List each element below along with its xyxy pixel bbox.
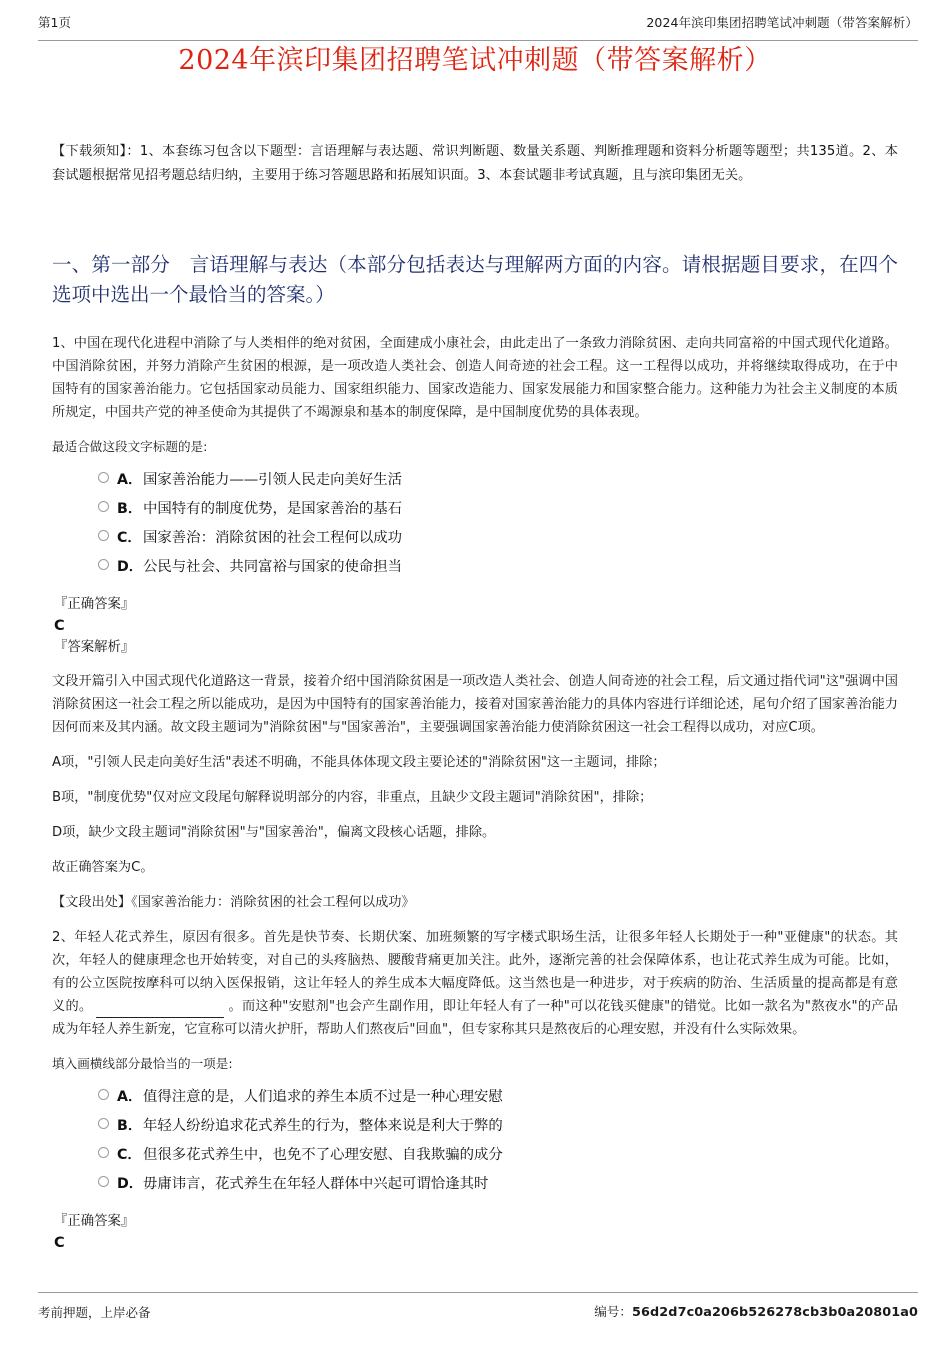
option-c[interactable]: [52, 524, 898, 553]
option-text: 但很多花式养生中，也免不了心理安慰、自我欺骗的成分: [143, 1147, 503, 1163]
spacer: [52, 844, 898, 856]
question-1-source: 【文段出处】《国家善治能力：消除贫困的社会工程何以成功》: [52, 895, 415, 910]
option-a[interactable]: [52, 1083, 898, 1112]
question-2-options: [52, 1083, 898, 1199]
radio-button-icon[interactable]: [98, 501, 109, 512]
page-footer: [38, 1292, 918, 1323]
option-a[interactable]: [52, 466, 898, 495]
radio-button-icon[interactable]: [98, 530, 109, 541]
option-c[interactable]: [52, 1141, 898, 1170]
option-d[interactable]: [52, 1170, 898, 1199]
option-letter: B．: [117, 1118, 143, 1134]
option-text: 年轻人纷纷追求花式养生的行为，整体来说是利大于弊的: [143, 1118, 503, 1134]
footer-id: [594, 1302, 918, 1323]
question-1-answer-value: C: [54, 618, 65, 634]
page-header: [38, 14, 918, 41]
radio-button-icon[interactable]: [98, 1089, 109, 1100]
radio-button-icon[interactable]: [98, 472, 109, 483]
option-text: 公民与社会、共同富裕与国家的使命担当: [143, 559, 403, 575]
spacer: [52, 1041, 898, 1053]
question-block: [52, 926, 898, 1254]
download-notice: 【下载须知】：1、本套练习包含以下题型：言语理解与表达题、常识判断题、数量关系题、判断推理题和资料分析题等题型；共135道。2、本套试题根据常见招考题总结归纳，主要用于练习答题思路和拓展知识面。3、本套试题非考试真题，且与滨印集团无关。: [52, 144, 898, 183]
radio-button-icon[interactable]: [98, 1176, 109, 1187]
question-2-stem-part-one: 2、年轻人花式养生，原因有很多。首先是快节奏、长期伏案、加班频繁的写字楼式职场生活，让很多年轻人长期处于一种"亚健康"的状态。其次，年轻人的健康理念也开始转变，对自己的头疼脑热、腰酸背痛更加关注。此外，逐渐完善的社会保障体系，也让花式养生成为可能。比如，有的公立医院按摩科可以纳入医保报销，这让年轻人的养生成本大幅度降低。这当然也是一种进步，对于疾病的防治、生活质量的提高都是有意义的。: [52, 930, 898, 1014]
question-2-answer-value: C: [54, 1235, 65, 1251]
spacer: [52, 774, 898, 786]
question-2-stem-part-two: 。而这种"安慰剂"也会产生副作用，即让年轻人有了一种"可以花钱买健康"的错觉。比如一款名为"熬夜水"的产品成为年轻人养生新宠，它宣称可以清火护肝，帮助人们熬夜后"回血"，但专家称其只是熬夜后的心理安慰，并没有什么实际效果。: [52, 999, 898, 1037]
option-b[interactable]: [52, 1112, 898, 1141]
option-b[interactable]: [52, 495, 898, 524]
spacer: [52, 879, 898, 891]
question-1-answer-label: 『正确答案』: [54, 597, 135, 612]
option-text: 中国特有的制度优势，是国家善治的基石: [143, 501, 403, 517]
option-letter: A．: [117, 472, 143, 488]
question-1-analysis-main: 文段开篇引入中国式现代化道路这一背景，接着介绍中国消除贫困是一项改造人类社会、创造人间奇迹的社会工程，后文通过指代词"这"强调中国消除贫困这一社会工程之所以能成功，是因为中国特有的国家善治能力，接着对国家善治能力的具体内容进行详细论述，尾句介绍了国家善治能力因何而来及其内涵。故文段主题词为"消除贫困"与"国家善治"，主要强调国家善治能力使消除贫困这一社会工程得以成功，对应C项。: [52, 674, 898, 735]
page-title: 2024年滨印集团招聘笔试冲刺题（带答案解析）: [178, 45, 772, 76]
spacer: [52, 739, 898, 751]
option-text: 国家善治能力——引领人民走向美好生活: [143, 472, 403, 488]
question-2-prompt: 填入画横线部分最恰当的一项是:: [52, 1056, 233, 1071]
spacer: [52, 310, 898, 332]
spacer: [52, 424, 898, 436]
option-letter: A．: [117, 1089, 143, 1105]
question-block: [52, 332, 898, 914]
fill-in-blank-line: [96, 1005, 224, 1018]
spacer: [52, 658, 898, 670]
running-title: 2024年滨印集团招聘笔试冲刺题（带答案解析）: [646, 15, 918, 30]
question-1-analysis-item-b: B项，"制度优势"仅对应文段尾句解释说明部分的内容，非重点，且缺少文段主题词"消除贫困"，排除；: [52, 790, 653, 805]
question-2-stem: [52, 926, 898, 1041]
option-letter: D．: [117, 1176, 143, 1192]
footer-id-label: 编号：: [594, 1304, 633, 1319]
radio-button-icon[interactable]: [98, 1118, 109, 1129]
spacer: [52, 188, 898, 250]
footer-id-value: 56d2d7c0a206b526278cb3b0a20801a0: [632, 1305, 918, 1320]
option-letter: C．: [117, 530, 142, 546]
question-2-answer-label: 『正确答案』: [54, 1214, 135, 1229]
radio-button-icon[interactable]: [98, 1147, 109, 1158]
spacer: [52, 582, 898, 594]
option-text: 国家善治：消除贫困的社会工程何以成功: [143, 530, 403, 546]
question-1-analysis-item-d: D项，缺少文段主题词"消除贫困"与"国家善治"，偏离文段核心话题，排除。: [52, 825, 496, 840]
question-1-analysis-label: 『答案解析』: [54, 640, 135, 655]
spacer: [52, 1199, 898, 1211]
document-body: [52, 140, 898, 1254]
option-text: 值得注意的是，人们追求的养生本质不过是一种心理安慰: [143, 1089, 503, 1105]
question-1-options: [52, 466, 898, 582]
section-heading-part-one: 一、第一部分 言语理解与表达（本部分包括表达与理解两方面的内容。请根据题目要求，在四个选项中选出一个最恰当的答案。）: [52, 253, 898, 306]
option-text: 毋庸讳言，花式养生在年轻人群体中兴起可谓恰逢其时: [143, 1176, 489, 1192]
question-1-prompt: 最适合做这段文字标题的是:: [52, 439, 208, 454]
radio-button-icon[interactable]: [98, 559, 109, 570]
question-1-analysis-conclusion: 故正确答案为C。: [52, 860, 154, 875]
page-number-label: 第1页: [38, 15, 71, 30]
question-1-stem: 1、中国在现代化进程中消除了与人类相伴的绝对贫困，全面建成小康社会，由此走出了一条致力消除贫困、走向共同富裕的中国式现代化道路。中国消除贫困，并努力消除产生贫困的根源，是一项改造人类社会、创造人间奇迹的社会工程。这一工程得以成功，并将继续取得成功，在于中国特有的国家善治能力。它包括国家动员能力、国家组织能力、国家改造能力、国家发展能力和国家整合能力。这种能力为社会主义制度的本质所规定，中国共产党的神圣使命为其提供了不竭源泉和基本的制度保障，是中国制度优势的具体表现。: [52, 336, 898, 420]
option-letter: C．: [117, 1147, 142, 1163]
option-d[interactable]: [52, 553, 898, 582]
option-letter: D．: [117, 559, 143, 575]
option-letter: B．: [117, 501, 143, 517]
footer-slogan: 考前押题，上岸必备: [38, 1305, 151, 1320]
spacer: [52, 809, 898, 821]
spacer: [52, 914, 898, 926]
question-1-analysis-item-a: A项，"引领人民走向美好生活"表述不明确，不能具体体现文段主要论述的"消除贫困"这一主题词，排除；: [52, 755, 666, 770]
